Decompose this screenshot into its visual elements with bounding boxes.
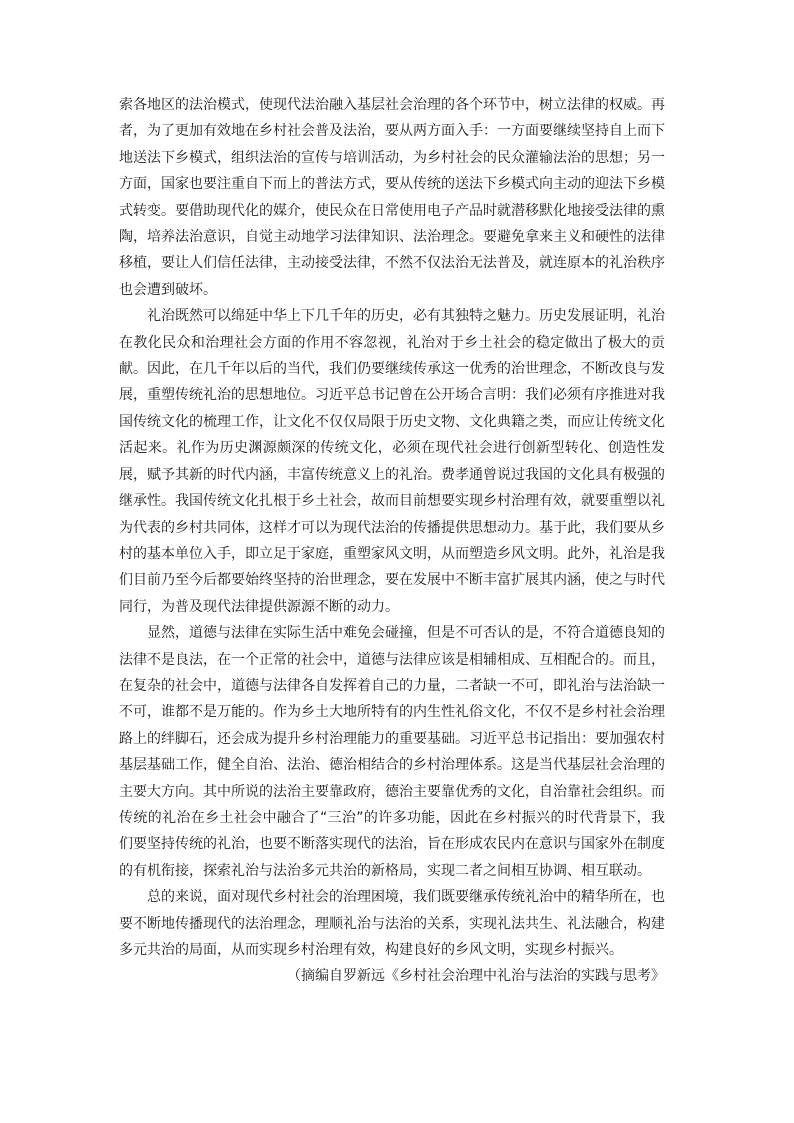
paragraph-ritual-governance: 礼治既然可以绵延中华上下几千年的历史，必有其独特之魅力。历史发展证明，礼治在教化民众和治理社会方面的作用不容忽视，礼治对于乡土社会的稳定做出了极大的贡献。因此，在几千年以后的当代，我们仍要继续传承这一优秀的治世理念，不断改良与发展，重塑传统礼治的思想地位。习近平总书记曾在公开场合言明：我们必须有序推进对我国传统文化的梳理工作，让文化不仅仅局限于历史文物、文化典籍之类，而应让传统文化活起来。礼作为历史渊源颇深的传统文化，必须在现代社会进行创新型转化、创造性发展，赋予其新的时代内涵，丰富传统意义上的礼治。费孝通曾说过我国的文化具有极强的继承性。我国传统文化扎根于乡土社会，故而目前想要实现乡村治理有效，就要重塑以礼为代表的乡村共同体，这样才可以为现代法治的传播提供思想动力。基于此，我们要从乡村的基本单位入手，即立足于家庭，重塑家风文明，从而塑造乡风文明。此外，礼治是我们目前乃至今后都要始终坚持的治世理念，要在发展中不断丰富扩展其内涵，使之与时代同行，为普及现代法律提供源源不断的动力。 bbox=[119, 308, 665, 615]
paragraph-morality-and-law: 显然，道德与法律在实际生活中难免会碰撞，但是不可否认的是，不符合道德良知的法律不是良法，在一个正常的社会中，道德与法律应该是相辅相成、互相配合的。而且，在复杂的社会中，道德与法律各自发挥着自己的力量，二者缺一不可，即礼治与法治缺一不可，谁都不是万能的。作为乡土大地所特有的内生性礼俗文化，不仅不是乡村社会治理路上的绊脚石，还会成为提升乡村治理能力的重要基础。习近平总书记指出：要加强农村基层基础工作，健全自治、法治、德治相结合的乡村治理体系。这是当代基层社会治理的主要大方向。其中所说的法治主要靠政府，德治主要靠优秀的文化，自治靠社会组织。而传统的礼治在乡土社会中融合了“三治”的许多功能，因此在乡村振兴的时代背景下，我们要坚持传统的礼治，也要不断落实现代的法治，旨在形成农民内在意识与国家外在制度的有机衔接，探索礼治与法治多元共治的新格局，实现二者之间相互协调、相互联动。 bbox=[119, 625, 665, 879]
paragraph-conclusion: 总的来说，面对现代乡村社会的治理困境，我们既要继承传统礼治中的精华所在，也要不断地传播现代的法治理念，理顺礼治与法治的关系，实现礼法共生、礼法融合，构建多元共治的局面，从而实现乡村治理有效，构建良好的乡风文明，实现乡村振兴。 bbox=[119, 889, 665, 958]
article-body bbox=[119, 92, 665, 990]
paragraph-continuation: 索各地区的法治模式，使现代法治融入基层社会治理的各个环节中，树立法律的权威。再者，为了更加有效地在乡村社会普及法治，要从两方面入手：一方面要继续坚持自上而下地送法下乡模式，组织法治的宣传与培训活动，为乡村社会的民众灌输法治的思想；另一方面，国家也要注重自下而上的普法方式，要从传统的送法下乡模式向主动的迎法下乡模式转变。要借助现代化的媒介，使民众在日常使用电子产品时就潜移默化地接受法律的熏陶，培养法治意识，自觉主动地学习法律知识、法治理念。要避免拿来主义和硬性的法律移植，要让人们信任法律，主动接受法律，不然不仅法治无法普及，就连原本的礼治秩序也会遭到破坏。 bbox=[119, 97, 665, 298]
source-citation: （摘编自罗新远《乡村社会治理中礼治与法治的实践与思考》 bbox=[287, 968, 665, 985]
